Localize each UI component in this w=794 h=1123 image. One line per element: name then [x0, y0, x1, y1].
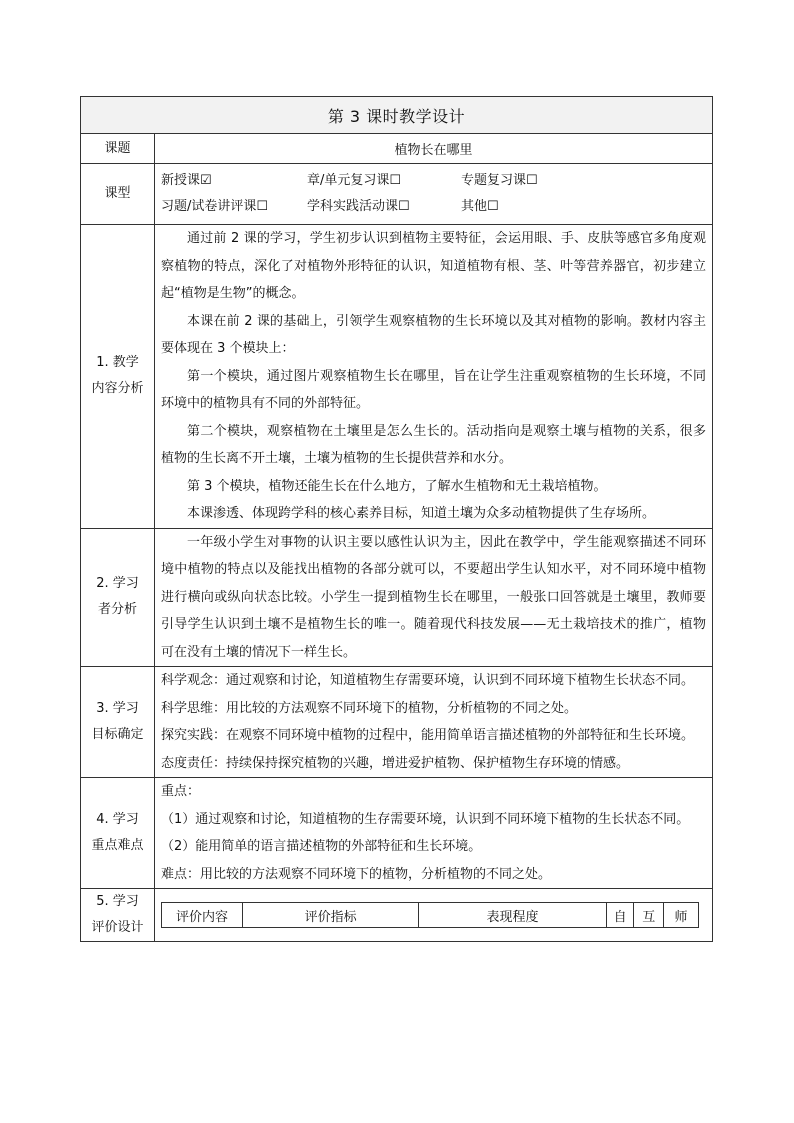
evaluation-row — [81, 889, 713, 942]
key-points-label — [81, 778, 155, 889]
objective-item: 科学观念：通过观察和讨论，知道植物生存需要环境，认识到不同环境下植物生长状态不同。 — [161, 673, 695, 688]
type-options — [155, 164, 713, 225]
type-option-topic-review: 专题复习课☐ — [461, 173, 538, 188]
objectives-label-line2: 目标确定 — [91, 727, 144, 742]
evaluation-header: 自 — [606, 903, 634, 928]
paragraph: 通过前 2 课的学习，学生初步认识到植物主要特征，会运用眼、手、皮肤等感官多角度观察植物的特点，深化了对植物外形特征的认识，知道植物有根、茎、叶等营养器官，初步建立起“植物是生物”的概念。 — [161, 231, 706, 301]
key-points-text — [155, 778, 713, 889]
evaluation-label — [81, 889, 155, 942]
objectives-label-line1: 3. 学习 — [96, 701, 139, 716]
evaluation-label-line1: 5. 学习 — [96, 894, 139, 909]
type-option-new-lesson: 新授课☑ — [161, 173, 212, 188]
objective-item: 科学思维：用比较的方法观察不同环境下的植物，分析植物的不同之处。 — [161, 700, 578, 716]
evaluation-header: 评价内容 — [162, 903, 243, 928]
evaluation-label-line2: 评价设计 — [91, 920, 144, 935]
key-point-item: （1）通过观察和讨论，知道植物的生存需要环境，认识到不同环境下植物的生长状态不同。 — [161, 811, 690, 827]
evaluation-header-row — [162, 903, 699, 928]
key-points-label-line2: 重点难点 — [91, 838, 144, 853]
content-analysis-label-line2: 内容分析 — [91, 381, 144, 397]
objective-item: 态度责任：持续保持探究植物的兴趣，增进爱护植物、保护植物生存环境的情感。 — [161, 755, 630, 771]
evaluation-header: 表现程度 — [419, 903, 607, 928]
paragraph: 本课在前 2 课的基础上，引领学生观察植物的生长环境以及其对植物的影响。教材内容主要体现在 3 个模块上： — [161, 313, 706, 356]
type-option-exercise-review: 习题/试卷讲评课☐ — [161, 199, 269, 214]
paragraph: 第一个模块，通过图片观察植物生长在哪里，旨在让学生注重观察植物的生长环境，不同环境中的植物具有不同的外部特征。 — [161, 368, 706, 411]
objective-item: 探究实践：在观察不同环境中植物的过程中，能用简单语言描述植物的外部特征和生长环境。 — [161, 728, 695, 743]
key-point-item: （2）能用简单的语言描述植物的外部特征和生长环境。 — [161, 839, 482, 854]
content-analysis-label-line1: 1. 教学 — [96, 355, 139, 371]
content-analysis-label — [81, 225, 155, 529]
evaluation-table — [161, 902, 699, 928]
paragraph: 本课渗透、体现跨学科的核心素养目标，知道土壤为众多动植物提供了生存场所。 — [187, 506, 656, 521]
type-option-practice-activity: 学科实践活动课☐ — [307, 199, 410, 214]
objectives-text — [155, 667, 713, 778]
key-point-item: 难点：用比较的方法观察不同环境下的植物，分析植物的不同之处。 — [161, 866, 552, 882]
key-points-label-line1: 4. 学习 — [96, 812, 139, 827]
key-point-item: 重点： — [161, 784, 201, 799]
evaluation-header: 师 — [664, 903, 699, 928]
learner-analysis-label-line2: 者分析 — [97, 602, 137, 618]
paragraph: 第 3 个模块，植物还能生长在什么地方，了解水生植物和无土栽培植物。 — [187, 478, 607, 494]
type-label: 课型 — [81, 164, 155, 225]
learner-analysis-label — [81, 528, 155, 667]
evaluation-cell — [155, 889, 713, 942]
paragraph: 第二个模块，观察植物在土壤里是怎么生长的。活动指向是观察土壤与植物的关系，很多植物的生长离不开土壤，土壤为植物的生长提供营养和水分。 — [161, 423, 706, 466]
key-points-row — [81, 778, 713, 889]
type-option-other: 其他☐ — [461, 199, 499, 214]
lesson-plan-document — [80, 96, 713, 942]
lesson-label: 课题 — [81, 134, 155, 164]
lesson-value: 植物长在哪里 — [155, 134, 713, 164]
objectives-label — [81, 667, 155, 778]
objectives-row — [81, 667, 713, 778]
content-analysis-row — [81, 225, 713, 529]
paragraph: 一年级小学生对事物的认识主要以感性认识为主，因此在教学中，学生能观察描述不同环境中植物的特点以及能找出植物的各部分就可以，不要超出学生认知水平，对不同环境中植物进行横向或纵向状态比较。小学生一提到植物生长在哪里，一般张口回答就是土壤里，教师要引导学生认识到土壤不是植物生长的唯一。随着现代科技发展——无土栽培技术的推广，植物可在没有土壤的情况下一样生长。 — [161, 534, 706, 660]
lesson-plan-table — [80, 96, 713, 942]
type-option-unit-review: 章/单元复习课☐ — [307, 173, 402, 188]
type-row — [81, 164, 713, 225]
content-analysis-text — [155, 225, 713, 529]
evaluation-header: 互 — [634, 903, 664, 928]
learner-analysis-row — [81, 528, 713, 667]
learner-analysis-text — [155, 528, 713, 667]
lesson-row — [81, 134, 713, 164]
title-row — [81, 97, 713, 134]
learner-analysis-label-line1: 2. 学习 — [96, 576, 139, 592]
document-title: 第 3 课时教学设计 — [81, 97, 713, 134]
evaluation-header: 评价指标 — [242, 903, 418, 928]
